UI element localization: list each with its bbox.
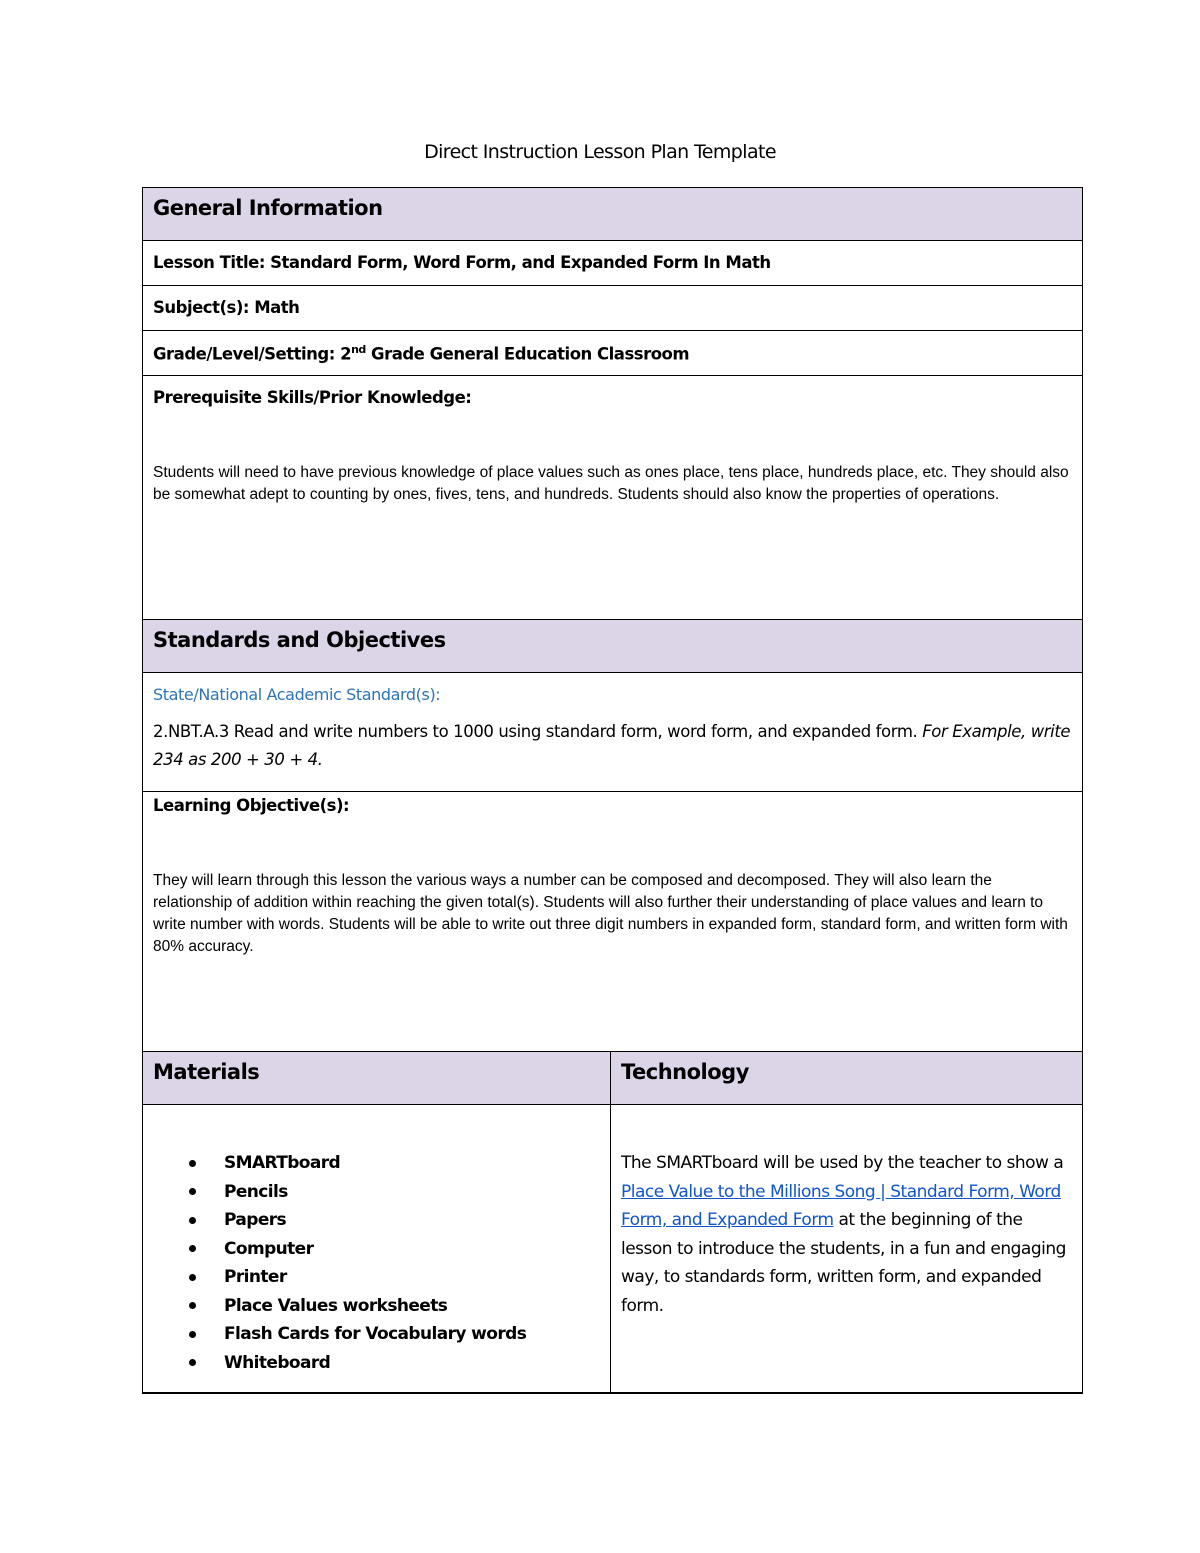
list-item: Whiteboard (189, 1349, 600, 1378)
objective-cell (143, 792, 1083, 1052)
objective-label: Learning Objective(s): (153, 796, 350, 815)
standard-example: For Example, write 234 as 200 + 30 + 4. (153, 722, 1071, 769)
prerequisite-label: Prerequisite Skills/Prior Knowledge: (153, 388, 472, 407)
standards-objectives-header: Standards and Objectives (143, 620, 1083, 673)
standard-label: State/National Academic Standard(s): (153, 685, 441, 704)
list-item: Computer (189, 1235, 600, 1264)
grade-prefix: Grade/Level/Setting: 2 (153, 344, 352, 364)
bullet-icon (189, 1245, 196, 1252)
list-item: Pencils (189, 1178, 600, 1207)
list-item: Papers (189, 1206, 600, 1235)
list-item: Place Values worksheets (189, 1292, 600, 1321)
grade-level-field (143, 331, 1083, 376)
technology-header: Technology (611, 1052, 1083, 1105)
grade-superscript: nd (351, 343, 366, 356)
bullet-icon (189, 1331, 196, 1338)
bullet-icon (189, 1160, 196, 1167)
list-item: Printer (189, 1263, 600, 1292)
video-link[interactable]: Place Value to the Millions Song | Standard Form, Word Form, and Expanded Form (621, 1181, 1061, 1230)
lesson-plan-table (142, 187, 1083, 1394)
materials-header: Materials (143, 1052, 611, 1105)
technology-cell (611, 1105, 1083, 1393)
grade-suffix: Grade General Education Classroom (365, 344, 690, 364)
prerequisite-cell (143, 376, 1083, 620)
bullet-icon (189, 1274, 196, 1281)
standard-text: 2.NBT.A.3 Read and write numbers to 1000 using standard form, word form, and expanded form. (153, 722, 918, 741)
list-item: SMARTboard (189, 1149, 600, 1178)
bullet-icon (189, 1217, 196, 1224)
bullet-icon (189, 1359, 196, 1366)
bullet-icon (189, 1302, 196, 1309)
standard-text-block (153, 718, 1072, 774)
objective-text: They will learn through this lesson the various ways a number can be composed and decomposed. They will also learn the relationship of addition within reaching the given total(s). Students will also further their understanding of place values and learn to write number with words. Students will be able to write out three digit numbers in expanded form, standard form, and written form with 80% accuracy. (153, 872, 1068, 955)
technology-text-before: The SMARTboard will be used by the teacher to show a (621, 1153, 1069, 1173)
technology-text-after: at the beginning of the lesson to introduce the students, in a fun and engaging way, to standards form, written form, and expanded form. (621, 1210, 1071, 1316)
standard-cell (143, 673, 1083, 792)
general-information-header: General Information (143, 188, 1083, 241)
subjects-field: Subject(s): Math (143, 286, 1083, 331)
lesson-title-field: Lesson Title: Standard Form, Word Form, and Expanded Form In Math (143, 241, 1083, 286)
document-title: Direct Instruction Lesson Plan Template (424, 141, 776, 163)
list-item: Flash Cards for Vocabulary words (189, 1320, 600, 1349)
technology-text (621, 1149, 1072, 1320)
bullet-icon (189, 1188, 196, 1195)
materials-cell (143, 1105, 611, 1393)
materials-list (153, 1149, 600, 1377)
prerequisite-text: Students will need to have previous knowledge of place values such as ones place, tens place, hundreds place, etc. They should also be somewhat adept to counting by ones, fives, tens, and hundreds. Students should also know the properties of operations. (153, 464, 1069, 503)
